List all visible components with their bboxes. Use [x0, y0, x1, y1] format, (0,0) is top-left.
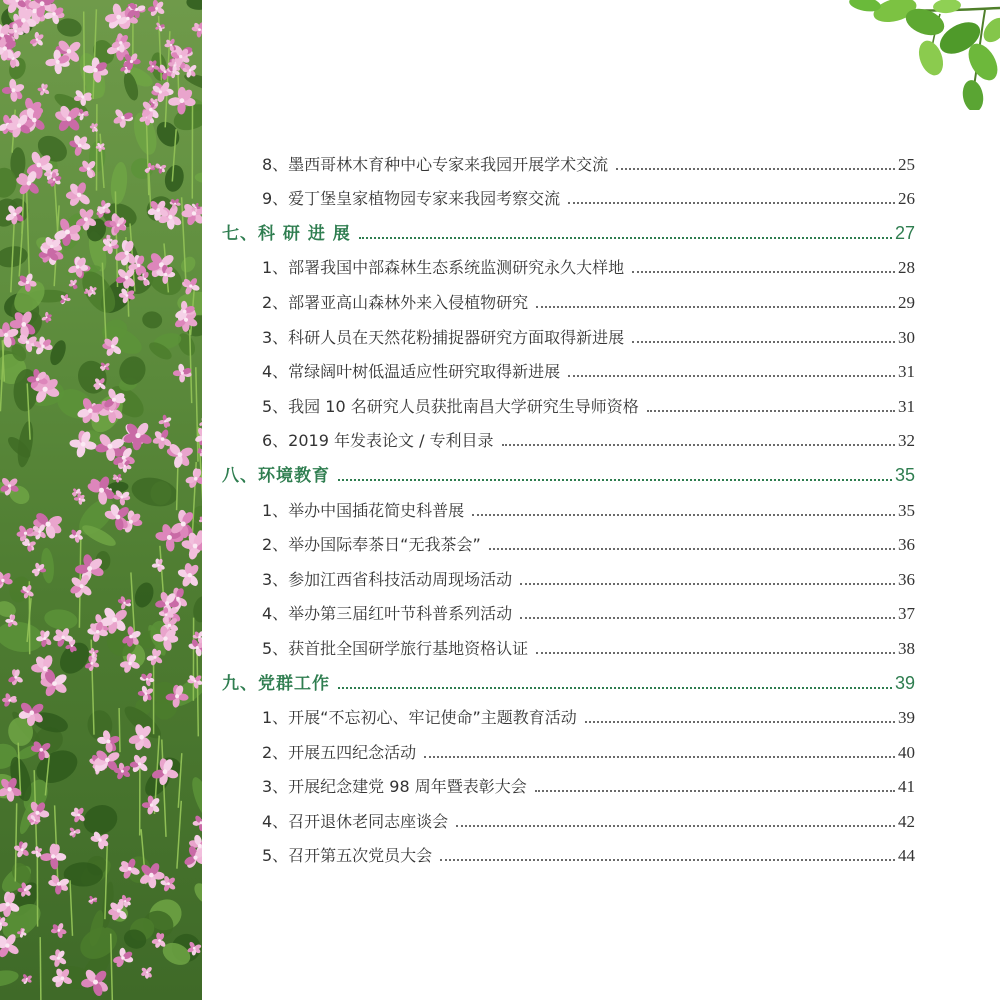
toc-page-number: 41	[898, 777, 915, 797]
toc-entry	[222, 382, 915, 417]
dot-leader	[520, 617, 895, 619]
dot-leader	[440, 859, 895, 861]
toc-entry-title: 七、科 研 进 展	[222, 223, 351, 244]
toc-section-heading	[222, 209, 915, 244]
toc-page-number: 31	[898, 396, 915, 416]
toc-entry-title: 八、环境教育	[222, 465, 330, 486]
toc-page-number: 37	[898, 604, 915, 624]
toc-entry	[222, 417, 915, 452]
toc-entry-title: 4、举办第三届红叶节科普系列活动	[262, 604, 513, 624]
toc-page-number: 35	[898, 500, 915, 520]
toc-page-number: 32	[898, 431, 915, 451]
toc-entry	[222, 832, 915, 867]
dot-leader	[489, 548, 895, 550]
toc-page-number: 27	[894, 222, 915, 243]
toc-entry-title: 3、科研人员在天然花粉捕捉器研究方面取得新进展	[262, 327, 625, 347]
flower-field-image	[0, 0, 202, 1000]
toc-entry	[222, 244, 915, 279]
toc-entry	[222, 590, 915, 625]
toc-entry	[222, 175, 915, 210]
toc-entry-title: 8、墨西哥林木育种中心专家来我园开展学术交流	[262, 154, 609, 174]
toc-entry	[222, 694, 915, 729]
toc-page-number: 30	[898, 327, 915, 347]
table-of-contents	[222, 140, 915, 866]
green-leaves-icon	[755, 0, 1000, 110]
toc-entry	[222, 728, 915, 763]
toc-entry	[222, 486, 915, 521]
toc-page-number: 40	[898, 742, 915, 762]
dot-leader	[535, 790, 895, 792]
toc-entry-title: 6、2019 年发表论文 / 专利目录	[262, 431, 494, 451]
toc-entry-title: 2、举办国际奉茶日“无我茶会”	[262, 535, 481, 555]
dot-leader	[536, 652, 895, 654]
toc-page-number: 25	[898, 154, 915, 174]
toc-page-number: 39	[894, 672, 915, 693]
toc-entry	[222, 348, 915, 383]
toc-entry	[222, 797, 915, 832]
dot-leader	[502, 444, 895, 446]
dot-leader	[585, 721, 895, 723]
dot-leader	[616, 168, 895, 170]
toc-entry	[222, 278, 915, 313]
toc-entry-title: 1、开展“不忘初心、牢记使命”主题教育活动	[262, 708, 577, 728]
toc-entry-title: 5、我园 10 名研究人员获批南昌大学研究生导师资格	[262, 396, 639, 416]
toc-entry	[222, 140, 915, 175]
dot-leader	[568, 375, 895, 377]
toc-entry-title: 5、获首批全国研学旅行基地资格认证	[262, 638, 529, 658]
toc-page-number: 29	[898, 292, 915, 312]
toc-entry	[222, 555, 915, 590]
toc-page-number: 36	[898, 535, 915, 555]
pink-flower-field-icon	[0, 0, 202, 1000]
toc-page-number: 39	[898, 708, 915, 728]
dot-leader	[536, 306, 895, 308]
toc-entry-title: 九、党群工作	[222, 673, 330, 694]
dot-leader	[568, 202, 895, 204]
toc-entry-title: 4、常绿阔叶树低温适应性研究取得新进展	[262, 362, 561, 382]
toc-entry	[222, 624, 915, 659]
toc-entry-title: 2、部署亚高山森林外来入侵植物研究	[262, 292, 529, 312]
toc-page-number: 38	[898, 638, 915, 658]
toc-entry-title: 1、部署我国中部森林生态系统监测研究永久大样地	[262, 258, 625, 278]
toc-page-number: 44	[898, 846, 915, 866]
toc-entry-title: 5、召开第五次党员大会	[262, 846, 433, 866]
toc-section-heading	[222, 659, 915, 694]
toc-entry-title: 4、召开退休老同志座谈会	[262, 811, 449, 831]
toc-page-number: 28	[898, 258, 915, 278]
dot-leader	[338, 479, 892, 481]
toc-entry	[222, 763, 915, 798]
dot-leader	[338, 687, 892, 689]
toc-entry-title: 1、举办中国插花简史科普展	[262, 500, 465, 520]
toc-entry	[222, 521, 915, 556]
toc-page-number: 42	[898, 811, 915, 831]
dot-leader	[359, 237, 892, 239]
dot-leader	[632, 341, 895, 343]
toc-section-heading	[222, 451, 915, 486]
toc-entry	[222, 313, 915, 348]
toc-page-number: 31	[898, 362, 915, 382]
dot-leader	[472, 514, 895, 516]
toc-entry-title: 3、参加江西省科技活动周现场活动	[262, 569, 513, 589]
dot-leader	[520, 583, 895, 585]
dot-leader	[456, 825, 895, 827]
dot-leader	[647, 410, 895, 412]
toc-entry-title: 2、开展五四纪念活动	[262, 742, 417, 762]
toc-entry-title: 9、爱丁堡皇家植物园专家来我园考察交流	[262, 189, 561, 209]
toc-page-number: 26	[898, 189, 915, 209]
dot-leader	[424, 756, 895, 758]
toc-page-number: 35	[894, 464, 915, 485]
dot-leader	[632, 271, 895, 273]
toc-entry-title: 3、开展纪念建党 98 周年暨表彰大会	[262, 777, 527, 797]
toc-page-number: 36	[898, 569, 915, 589]
